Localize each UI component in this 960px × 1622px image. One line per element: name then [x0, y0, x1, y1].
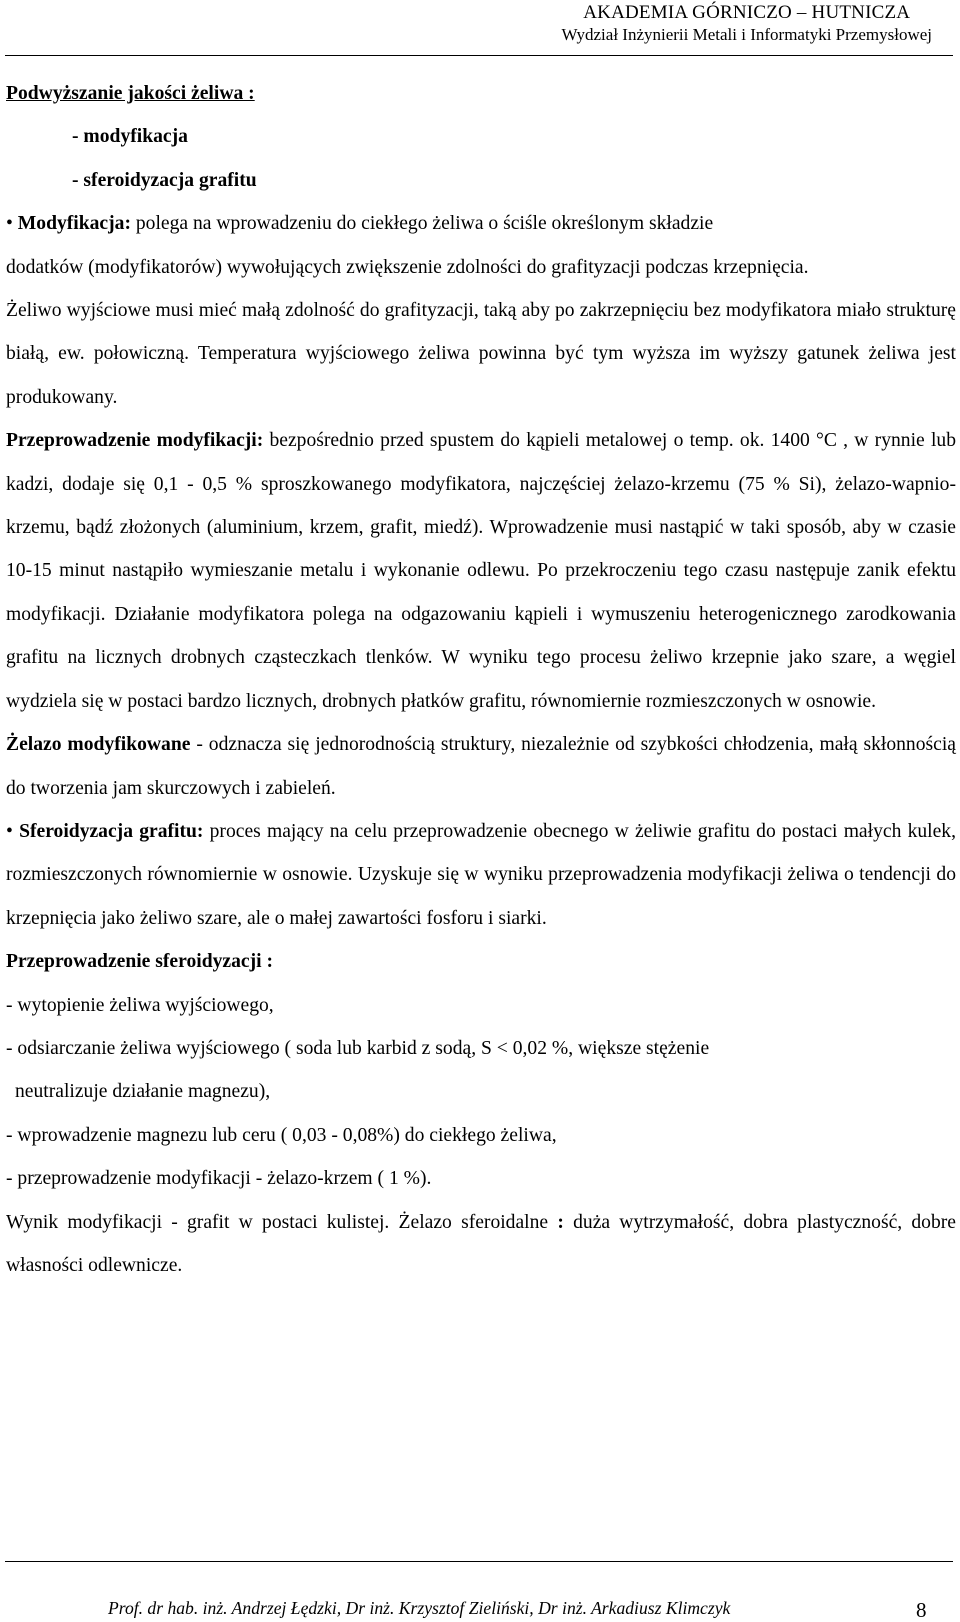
- step-4: - przeprowadzenie modyfikacji - żelazo-krzem ( 1 %).: [6, 1168, 432, 1190]
- modified-iron-text: - odznacza się jednorodnością struktury, niezależnie od szybkości chłodzenia, małą skłonnością do tworzenia jam skurczowych i zabieleń.: [6, 734, 956, 799]
- bullet-point: •: [6, 820, 13, 842]
- step-3: - wprowadzenie magnezu lub ceru ( 0,03 - 0,08%) do ciekłego żeliwa,: [6, 1124, 557, 1146]
- footer-authors: Prof. dr hab. inż. Andrzej Łędzki, Dr inż. Krzysztof Zieliński, Dr inż. Arkadiusz Klimczyk: [108, 1598, 731, 1618]
- result-text-1: Wynik modyfikacji - grafit w postaci kulistej. Żelazo sferoidalne: [6, 1211, 558, 1233]
- page-content: [6, 72, 956, 1287]
- document-header: [561, 2, 932, 46]
- section-title: Podwyższanie jakości żeliwa :: [6, 83, 255, 104]
- department-name: Wydział Inżynierii Metali i Informatyki Przemysłowej: [561, 25, 932, 44]
- result-colon: :: [557, 1211, 564, 1233]
- result-text-2: duża wytrzymałość, dobra plastyczność, dobre własności odlewnicze.: [6, 1211, 956, 1276]
- modified-iron-paragraph: [6, 723, 956, 810]
- list-item-modification: - modyfikacja: [72, 126, 188, 148]
- procedure-text: bezpośrednio przed spustem do kąpieli metalowej o temp. ok. 1400 °C , w rynnie lub kadzi, dodaje się 0,1 - 0,5 % sproszkowanego modyfikatora, najczęściej żelazo-krzemu (75 % Si), żelazo-wapnio-krzemu, bądź złożonych (aluminium, krzem, grafit, miedź). Wprowadzenie musi nastąpić w taki sposób, aby w czasie 10-15 minut nastąpiło wymieszanie metalu i wykonanie odlewu. Po przekroczeniu tego czasu następuje zanik efektu modyfikacji. Działanie modyfikatora polega na odgazowaniu kąpieli i wymuszeniu heterogenicznego zarodkowania grafitu na licznych drobnych cząsteczkach tlenków. W wyniku tego procesu żeliwo krzepnie jako szare, a węgiel wydziela się w postaci bardzo licznych, drobnych płatków grafitu, równomiernie rozmieszczonych w osnowie.: [6, 430, 956, 712]
- step-2-continued: neutralizuje działanie magnezu),: [15, 1081, 271, 1103]
- page-number: 8: [916, 1598, 927, 1622]
- step-1: - wytopienie żeliwa wyjściowego,: [6, 994, 274, 1016]
- step-2: - odsiarczanie żeliwa wyjściowego ( soda lub karbid z sodą, S < 0,02 %, większe stężenie: [6, 1037, 710, 1059]
- term-spheroidization: Sferoidyzacja grafitu:: [19, 820, 204, 842]
- modification-rest: dodatków (modyfikatorów) wywołujących zwiększenie zdolności do grafityzacji podczas krzepnięcia.: [6, 256, 809, 278]
- list-item-spheroidization: - sferoidyzacja grafitu: [72, 169, 257, 191]
- base-iron-paragraph: Żeliwo wyjściowe musi mieć małą zdolność do grafityzacji, taką aby po zakrzepnięciu bez modyfikatora miało strukturę białą, ew. połowiczną. Temperatura wyjściowego żeliwa powinna być tym wyższa im wyższy gatunek żeliwa jest produkowany.: [6, 300, 956, 408]
- header-rule: [5, 55, 953, 56]
- modification-line1: polega na wprowadzeniu do ciekłego żeliwa o ściśle określonym składzie: [130, 213, 714, 235]
- result-paragraph: [6, 1201, 956, 1288]
- bullet-point: •: [6, 213, 13, 235]
- institution-name: AKADEMIA GÓRNICZO – HUTNICZA: [583, 2, 911, 23]
- procedure-paragraph: [6, 419, 956, 723]
- spheroidization-definition: [6, 810, 956, 940]
- footer-rule: [5, 1561, 953, 1562]
- spheroidization-heading: Przeprowadzenie sferoidyzacji :: [6, 951, 273, 973]
- modification-definition: [6, 202, 956, 289]
- term-modification: Modyfikacja:: [17, 213, 131, 235]
- term-modified-iron: Żelazo modyfikowane: [6, 734, 191, 756]
- spheroidization-text: proces mający na celu przeprowadzenie obecnego w żeliwie grafitu do postaci małych kulek, rozmieszczonych równomiernie w osnowie. Uzyskuje się w wyniku przeprowadzenia modyfikacji żeliwa o tendencji do krzepnięcia jako żeliwo szare, ale o małej zawartości fosforu i siarki.: [6, 820, 956, 929]
- term-procedure: Przeprowadzenie modyfikacji:: [6, 430, 264, 452]
